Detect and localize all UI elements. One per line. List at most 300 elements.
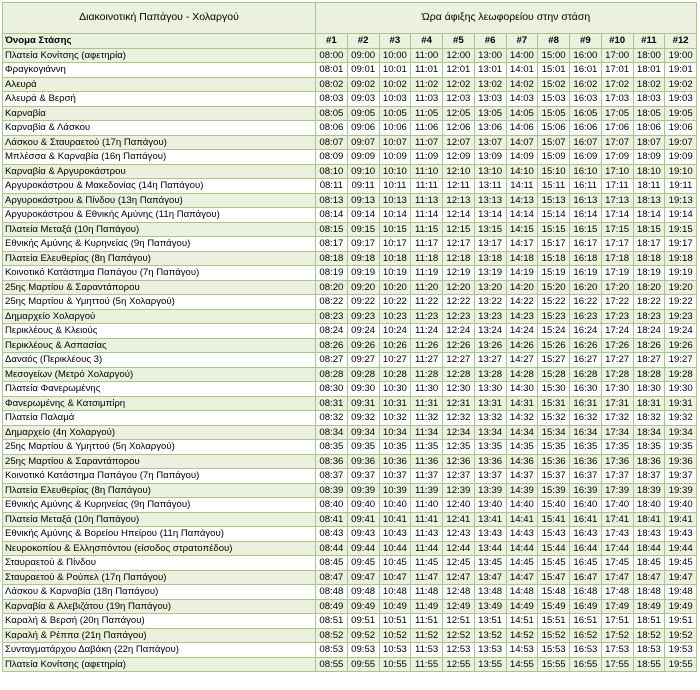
stop-name: 25ης Μαρτίου & Υμηττού (5η Χολαργού) bbox=[3, 440, 316, 455]
arrival-time: 16:01 bbox=[570, 63, 602, 78]
arrival-time: 08:41 bbox=[316, 512, 348, 527]
arrival-time: 19:07 bbox=[665, 135, 697, 150]
arrival-time: 10:15 bbox=[379, 222, 411, 237]
arrival-time: 17:26 bbox=[601, 338, 633, 353]
arrival-time: 18:52 bbox=[633, 628, 665, 643]
arrival-time: 19:22 bbox=[665, 295, 697, 310]
arrival-time: 08:28 bbox=[316, 367, 348, 382]
arrival-time: 14:39 bbox=[506, 483, 538, 498]
trip-column-header: #6 bbox=[474, 34, 506, 49]
arrival-time: 16:53 bbox=[570, 643, 602, 658]
table-row bbox=[3, 48, 697, 63]
arrival-time: 13:37 bbox=[474, 469, 506, 484]
arrival-time: 18:44 bbox=[633, 541, 665, 556]
arrival-time: 08:36 bbox=[316, 454, 348, 469]
arrival-time: 19:27 bbox=[665, 353, 697, 368]
arrival-time: 12:10 bbox=[443, 164, 475, 179]
arrival-time: 14:03 bbox=[506, 92, 538, 107]
arrival-time: 12:36 bbox=[443, 454, 475, 469]
arrival-time: 10:32 bbox=[379, 411, 411, 426]
arrival-time: 17:40 bbox=[601, 498, 633, 513]
schedule-body bbox=[3, 48, 697, 672]
arrival-time: 11:40 bbox=[411, 498, 443, 513]
stop-name: Πλατεία Φανερωμένης bbox=[3, 382, 316, 397]
arrival-time: 09:23 bbox=[347, 309, 379, 324]
arrival-time: 09:51 bbox=[347, 614, 379, 629]
arrival-time: 15:26 bbox=[538, 338, 570, 353]
arrival-time: 12:28 bbox=[443, 367, 475, 382]
stop-name: Καρναβία & Αργυροκάστρου bbox=[3, 164, 316, 179]
arrival-time: 15:52 bbox=[538, 628, 570, 643]
arrival-time: 15:14 bbox=[538, 208, 570, 223]
arrival-time: 17:24 bbox=[601, 324, 633, 339]
arrival-time: 17:09 bbox=[601, 150, 633, 165]
arrival-time: 14:13 bbox=[506, 193, 538, 208]
arrival-time: 16:24 bbox=[570, 324, 602, 339]
arrival-time: 15:43 bbox=[538, 527, 570, 542]
trip-column-header: #5 bbox=[443, 34, 475, 49]
table-row bbox=[3, 251, 697, 266]
arrival-time: 10:24 bbox=[379, 324, 411, 339]
arrival-time: 12:45 bbox=[443, 556, 475, 571]
stop-name: Φραγκογιάννη bbox=[3, 63, 316, 78]
arrival-time: 18:05 bbox=[633, 106, 665, 121]
arrival-time: 17:45 bbox=[601, 556, 633, 571]
arrival-time: 14:17 bbox=[506, 237, 538, 252]
arrival-time: 11:18 bbox=[411, 251, 443, 266]
arrival-time: 16:39 bbox=[570, 483, 602, 498]
arrival-time: 09:09 bbox=[347, 150, 379, 165]
arrival-time: 10:05 bbox=[379, 106, 411, 121]
arrival-time: 17:44 bbox=[601, 541, 633, 556]
arrival-time: 14:06 bbox=[506, 121, 538, 136]
arrival-time: 19:36 bbox=[665, 454, 697, 469]
arrival-time: 18:48 bbox=[633, 585, 665, 600]
trip-column-header: #2 bbox=[347, 34, 379, 49]
arrival-time: 17:07 bbox=[601, 135, 633, 150]
arrival-time: 10:20 bbox=[379, 280, 411, 295]
table-row bbox=[3, 440, 697, 455]
stop-name: Εθνικής Αμύνης & Κυρηνείας (9η Παπάγου) bbox=[3, 237, 316, 252]
arrival-time: 16:22 bbox=[570, 295, 602, 310]
table-row bbox=[3, 295, 697, 310]
arrival-time: 17:19 bbox=[601, 266, 633, 281]
arrival-time: 08:26 bbox=[316, 338, 348, 353]
arrival-time: 17:35 bbox=[601, 440, 633, 455]
arrival-time: 16:48 bbox=[570, 585, 602, 600]
arrival-time: 10:11 bbox=[379, 179, 411, 194]
stop-name: Αλευρά & Βερσή bbox=[3, 92, 316, 107]
arrival-time: 14:10 bbox=[506, 164, 538, 179]
schedule-container bbox=[2, 2, 697, 672]
arrival-time: 14:31 bbox=[506, 396, 538, 411]
arrival-time: 18:40 bbox=[633, 498, 665, 513]
arrival-time: 14:26 bbox=[506, 338, 538, 353]
arrival-time: 10:14 bbox=[379, 208, 411, 223]
arrival-time: 18:15 bbox=[633, 222, 665, 237]
table-row bbox=[3, 469, 697, 484]
table-row bbox=[3, 121, 697, 136]
arrival-time: 13:35 bbox=[474, 440, 506, 455]
arrival-time: 10:52 bbox=[379, 628, 411, 643]
arrival-time: 14:48 bbox=[506, 585, 538, 600]
arrival-time: 14:55 bbox=[506, 657, 538, 672]
arrival-time: 14:07 bbox=[506, 135, 538, 150]
arrival-time: 18:13 bbox=[633, 193, 665, 208]
arrival-time: 18:49 bbox=[633, 599, 665, 614]
arrival-time: 13:19 bbox=[474, 266, 506, 281]
arrival-time: 14:23 bbox=[506, 309, 538, 324]
arrival-time: 19:23 bbox=[665, 309, 697, 324]
arrival-time: 11:39 bbox=[411, 483, 443, 498]
arrival-time: 12:19 bbox=[443, 266, 475, 281]
arrival-time: 18:36 bbox=[633, 454, 665, 469]
arrival-time: 13:02 bbox=[474, 77, 506, 92]
arrival-time: 19:14 bbox=[665, 208, 697, 223]
arrival-time: 08:07 bbox=[316, 135, 348, 150]
arrival-time: 11:26 bbox=[411, 338, 443, 353]
arrival-time: 11:23 bbox=[411, 309, 443, 324]
arrival-time: 19:52 bbox=[665, 628, 697, 643]
arrival-time: 10:44 bbox=[379, 541, 411, 556]
table-row bbox=[3, 454, 697, 469]
arrival-time: 13:53 bbox=[474, 643, 506, 658]
arrival-time: 16:55 bbox=[570, 657, 602, 672]
arrival-time: 11:41 bbox=[411, 512, 443, 527]
arrival-time: 16:17 bbox=[570, 237, 602, 252]
arrival-time: 14:01 bbox=[506, 63, 538, 78]
arrival-time: 17:39 bbox=[601, 483, 633, 498]
arrival-time: 11:01 bbox=[411, 63, 443, 78]
stop-name: Πλατεία Κονίτσης (αφετηρία) bbox=[3, 48, 316, 63]
table-row bbox=[3, 570, 697, 585]
table-row bbox=[3, 585, 697, 600]
arrival-time: 16:26 bbox=[570, 338, 602, 353]
arrival-time: 18:47 bbox=[633, 570, 665, 585]
arrival-time: 12:53 bbox=[443, 643, 475, 658]
arrival-time: 14:51 bbox=[506, 614, 538, 629]
table-row bbox=[3, 367, 697, 382]
arrival-time: 16:28 bbox=[570, 367, 602, 382]
arrival-time: 11:31 bbox=[411, 396, 443, 411]
arrival-time: 15:07 bbox=[538, 135, 570, 150]
arrival-time: 08:03 bbox=[316, 92, 348, 107]
arrival-time: 08:39 bbox=[316, 483, 348, 498]
table-row bbox=[3, 77, 697, 92]
arrival-time: 15:17 bbox=[538, 237, 570, 252]
arrival-time: 11:06 bbox=[411, 121, 443, 136]
arrival-time: 14:45 bbox=[506, 556, 538, 571]
arrival-time: 16:13 bbox=[570, 193, 602, 208]
arrival-time: 12:24 bbox=[443, 324, 475, 339]
arrival-time: 16:05 bbox=[570, 106, 602, 121]
arrival-time: 10:37 bbox=[379, 469, 411, 484]
arrival-time: 12:30 bbox=[443, 382, 475, 397]
arrival-time: 11:17 bbox=[411, 237, 443, 252]
arrival-time: 13:44 bbox=[474, 541, 506, 556]
arrival-time: 09:44 bbox=[347, 541, 379, 556]
arrival-time: 13:06 bbox=[474, 121, 506, 136]
stop-name: Πλατεία Ελευθερίας (8η Παπάγου) bbox=[3, 251, 316, 266]
arrival-time: 15:05 bbox=[538, 106, 570, 121]
arrival-time: 19:55 bbox=[665, 657, 697, 672]
table-row bbox=[3, 614, 697, 629]
arrival-time: 09:13 bbox=[347, 193, 379, 208]
arrival-time: 19:17 bbox=[665, 237, 697, 252]
arrival-time: 12:55 bbox=[443, 657, 475, 672]
arrival-time: 13:05 bbox=[474, 106, 506, 121]
arrival-time: 08:27 bbox=[316, 353, 348, 368]
arrival-time: 18:07 bbox=[633, 135, 665, 150]
arrival-time: 13:45 bbox=[474, 556, 506, 571]
arrival-time: 09:14 bbox=[347, 208, 379, 223]
arrival-time: 13:39 bbox=[474, 483, 506, 498]
table-row bbox=[3, 222, 697, 237]
arrival-time: 11:00 bbox=[411, 48, 443, 63]
arrival-time: 12:06 bbox=[443, 121, 475, 136]
arrival-time: 17:31 bbox=[601, 396, 633, 411]
arrival-time: 13:10 bbox=[474, 164, 506, 179]
arrival-time: 18:23 bbox=[633, 309, 665, 324]
arrival-time: 18:14 bbox=[633, 208, 665, 223]
arrival-time: 10:41 bbox=[379, 512, 411, 527]
arrival-time: 09:32 bbox=[347, 411, 379, 426]
arrival-time: 18:53 bbox=[633, 643, 665, 658]
arrival-time: 08:14 bbox=[316, 208, 348, 223]
arrival-time: 14:30 bbox=[506, 382, 538, 397]
arrival-time: 13:36 bbox=[474, 454, 506, 469]
arrival-time: 19:44 bbox=[665, 541, 697, 556]
table-row bbox=[3, 527, 697, 542]
stop-name: Καρναβία & Αλεβιζάτου (19η Παπάγου) bbox=[3, 599, 316, 614]
arrival-time: 08:37 bbox=[316, 469, 348, 484]
arrival-time: 16:00 bbox=[570, 48, 602, 63]
arrival-time: 10:47 bbox=[379, 570, 411, 585]
table-row bbox=[3, 425, 697, 440]
arrival-time: 11:20 bbox=[411, 280, 443, 295]
arrival-time: 18:27 bbox=[633, 353, 665, 368]
arrival-time: 15:19 bbox=[538, 266, 570, 281]
arrival-time: 10:01 bbox=[379, 63, 411, 78]
arrival-time: 09:49 bbox=[347, 599, 379, 614]
arrival-time: 11:43 bbox=[411, 527, 443, 542]
trip-column-header: #4 bbox=[411, 34, 443, 49]
arrival-time: 16:40 bbox=[570, 498, 602, 513]
arrival-time: 14:44 bbox=[506, 541, 538, 556]
arrival-time: 13:49 bbox=[474, 599, 506, 614]
arrival-time: 09:02 bbox=[347, 77, 379, 92]
arrival-time: 14:15 bbox=[506, 222, 538, 237]
arrival-time: 18:41 bbox=[633, 512, 665, 527]
arrival-time: 10:26 bbox=[379, 338, 411, 353]
arrival-time: 18:19 bbox=[633, 266, 665, 281]
arrival-time: 12:13 bbox=[443, 193, 475, 208]
arrival-time: 12:15 bbox=[443, 222, 475, 237]
arrival-time: 12:35 bbox=[443, 440, 475, 455]
arrival-time: 14:09 bbox=[506, 150, 538, 165]
arrival-time: 10:49 bbox=[379, 599, 411, 614]
arrival-time: 16:30 bbox=[570, 382, 602, 397]
table-row bbox=[3, 483, 697, 498]
arrival-time: 09:11 bbox=[347, 179, 379, 194]
arrival-time: 08:48 bbox=[316, 585, 348, 600]
arrival-time: 16:14 bbox=[570, 208, 602, 223]
arrival-time: 17:51 bbox=[601, 614, 633, 629]
stop-name: Πλατεία Μεταξά (10η Παπάγου) bbox=[3, 512, 316, 527]
arrival-time: 14:14 bbox=[506, 208, 538, 223]
arrival-time: 17:00 bbox=[601, 48, 633, 63]
arrival-time: 15:40 bbox=[538, 498, 570, 513]
arrival-time: 17:05 bbox=[601, 106, 633, 121]
arrival-time: 16:49 bbox=[570, 599, 602, 614]
arrival-time: 12:07 bbox=[443, 135, 475, 150]
arrival-time: 16:20 bbox=[570, 280, 602, 295]
stop-name: Νευροκοπίου & Ελλησπόντου (είσοδος στρατοπέδου) bbox=[3, 541, 316, 556]
arrival-time: 14:19 bbox=[506, 266, 538, 281]
arrival-time: 16:37 bbox=[570, 469, 602, 484]
arrival-time: 16:19 bbox=[570, 266, 602, 281]
arrival-time: 10:19 bbox=[379, 266, 411, 281]
arrival-time: 12:26 bbox=[443, 338, 475, 353]
arrival-time: 13:03 bbox=[474, 92, 506, 107]
arrival-time: 18:39 bbox=[633, 483, 665, 498]
arrival-time: 17:48 bbox=[601, 585, 633, 600]
arrival-time: 15:36 bbox=[538, 454, 570, 469]
arrival-time: 16:03 bbox=[570, 92, 602, 107]
arrival-time: 15:39 bbox=[538, 483, 570, 498]
arrival-time: 11:28 bbox=[411, 367, 443, 382]
arrival-time: 10:48 bbox=[379, 585, 411, 600]
arrival-time: 16:35 bbox=[570, 440, 602, 455]
arrival-time: 14:35 bbox=[506, 440, 538, 455]
arrival-time: 09:01 bbox=[347, 63, 379, 78]
arrival-time: 08:00 bbox=[316, 48, 348, 63]
arrival-time: 11:55 bbox=[411, 657, 443, 672]
table-row bbox=[3, 628, 697, 643]
arrival-time: 13:20 bbox=[474, 280, 506, 295]
arrival-time: 15:06 bbox=[538, 121, 570, 136]
arrival-time: 09:00 bbox=[347, 48, 379, 63]
arrival-time: 08:55 bbox=[316, 657, 348, 672]
arrival-time: 12:22 bbox=[443, 295, 475, 310]
arrival-time: 15:23 bbox=[538, 309, 570, 324]
arrival-time: 13:22 bbox=[474, 295, 506, 310]
arrival-time: 15:44 bbox=[538, 541, 570, 556]
arrival-time: 10:13 bbox=[379, 193, 411, 208]
arrival-time: 09:48 bbox=[347, 585, 379, 600]
arrival-time: 17:17 bbox=[601, 237, 633, 252]
arrival-time: 08:44 bbox=[316, 541, 348, 556]
table-row bbox=[3, 280, 697, 295]
arrival-time: 17:49 bbox=[601, 599, 633, 614]
stop-name: Μπλέσσα & Καρναβία (16η Παπάγου) bbox=[3, 150, 316, 165]
arrival-time: 09:03 bbox=[347, 92, 379, 107]
arrival-time: 15:35 bbox=[538, 440, 570, 455]
stop-name: Λάσκου & Σταυραετού (17η Παπάγου) bbox=[3, 135, 316, 150]
arrival-time: 18:03 bbox=[633, 92, 665, 107]
arrival-time: 10:22 bbox=[379, 295, 411, 310]
arrival-time: 08:45 bbox=[316, 556, 348, 571]
arrival-time: 11:02 bbox=[411, 77, 443, 92]
arrival-time: 17:37 bbox=[601, 469, 633, 484]
arrival-time: 18:06 bbox=[633, 121, 665, 136]
arrival-time: 18:32 bbox=[633, 411, 665, 426]
arrival-time: 19:02 bbox=[665, 77, 697, 92]
arrival-time: 10:36 bbox=[379, 454, 411, 469]
arrival-time: 19:15 bbox=[665, 222, 697, 237]
stop-name: Φανερωμένης & Κατσιμπίρη bbox=[3, 396, 316, 411]
arrival-time: 19:51 bbox=[665, 614, 697, 629]
arrival-title: Ώρα άφιξης λεωφορείου στην στάση bbox=[316, 3, 697, 34]
arrival-time: 11:10 bbox=[411, 164, 443, 179]
stop-name: Αργυροκάστρου & Μακεδονίας (14η Παπάγου) bbox=[3, 179, 316, 194]
stop-name: Πλατεία Ελευθερίας (8η Παπάγου) bbox=[3, 483, 316, 498]
table-row bbox=[3, 556, 697, 571]
trip-column-header: #10 bbox=[601, 34, 633, 49]
arrival-time: 12:39 bbox=[443, 483, 475, 498]
arrival-time: 18:45 bbox=[633, 556, 665, 571]
arrival-time: 12:43 bbox=[443, 527, 475, 542]
arrival-time: 10:02 bbox=[379, 77, 411, 92]
table-row bbox=[3, 179, 697, 194]
arrival-time: 18:20 bbox=[633, 280, 665, 295]
arrival-time: 08:47 bbox=[316, 570, 348, 585]
arrival-time: 09:40 bbox=[347, 498, 379, 513]
arrival-time: 17:47 bbox=[601, 570, 633, 585]
arrival-time: 17:52 bbox=[601, 628, 633, 643]
arrival-time: 08:11 bbox=[316, 179, 348, 194]
arrival-time: 11:30 bbox=[411, 382, 443, 397]
arrival-time: 08:40 bbox=[316, 498, 348, 513]
arrival-time: 18:02 bbox=[633, 77, 665, 92]
arrival-time: 17:01 bbox=[601, 63, 633, 78]
arrival-time: 11:32 bbox=[411, 411, 443, 426]
trip-column-header: #11 bbox=[633, 34, 665, 49]
arrival-time: 10:31 bbox=[379, 396, 411, 411]
arrival-time: 13:18 bbox=[474, 251, 506, 266]
arrival-time: 09:43 bbox=[347, 527, 379, 542]
arrival-time: 16:51 bbox=[570, 614, 602, 629]
arrival-time: 08:43 bbox=[316, 527, 348, 542]
arrival-time: 15:51 bbox=[538, 614, 570, 629]
arrival-time: 08:19 bbox=[316, 266, 348, 281]
arrival-time: 08:02 bbox=[316, 77, 348, 92]
arrival-time: 08:17 bbox=[316, 237, 348, 252]
trip-column-header: #8 bbox=[538, 34, 570, 49]
arrival-time: 08:35 bbox=[316, 440, 348, 455]
table-row bbox=[3, 541, 697, 556]
stop-name: Καραλή & Βερσή (20η Παπάγου) bbox=[3, 614, 316, 629]
stop-name: Κοινοτικό Κατάστημα Παπάγου (7η Παπάγου) bbox=[3, 266, 316, 281]
arrival-time: 17:23 bbox=[601, 309, 633, 324]
arrival-time: 12:14 bbox=[443, 208, 475, 223]
arrival-time: 18:31 bbox=[633, 396, 665, 411]
arrival-time: 10:28 bbox=[379, 367, 411, 382]
arrival-time: 19:30 bbox=[665, 382, 697, 397]
arrival-time: 16:09 bbox=[570, 150, 602, 165]
table-row bbox=[3, 353, 697, 368]
table-row bbox=[3, 599, 697, 614]
table-row bbox=[3, 135, 697, 150]
stop-name: Σταυραετού & Πίνδου bbox=[3, 556, 316, 571]
stop-name: Πλατεία Παλαμά bbox=[3, 411, 316, 426]
arrival-time: 10:39 bbox=[379, 483, 411, 498]
stop-name: Περικλέους & Κλειούς bbox=[3, 324, 316, 339]
arrival-time: 19:01 bbox=[665, 63, 697, 78]
arrival-time: 16:34 bbox=[570, 425, 602, 440]
arrival-time: 09:26 bbox=[347, 338, 379, 353]
arrival-time: 19:32 bbox=[665, 411, 697, 426]
